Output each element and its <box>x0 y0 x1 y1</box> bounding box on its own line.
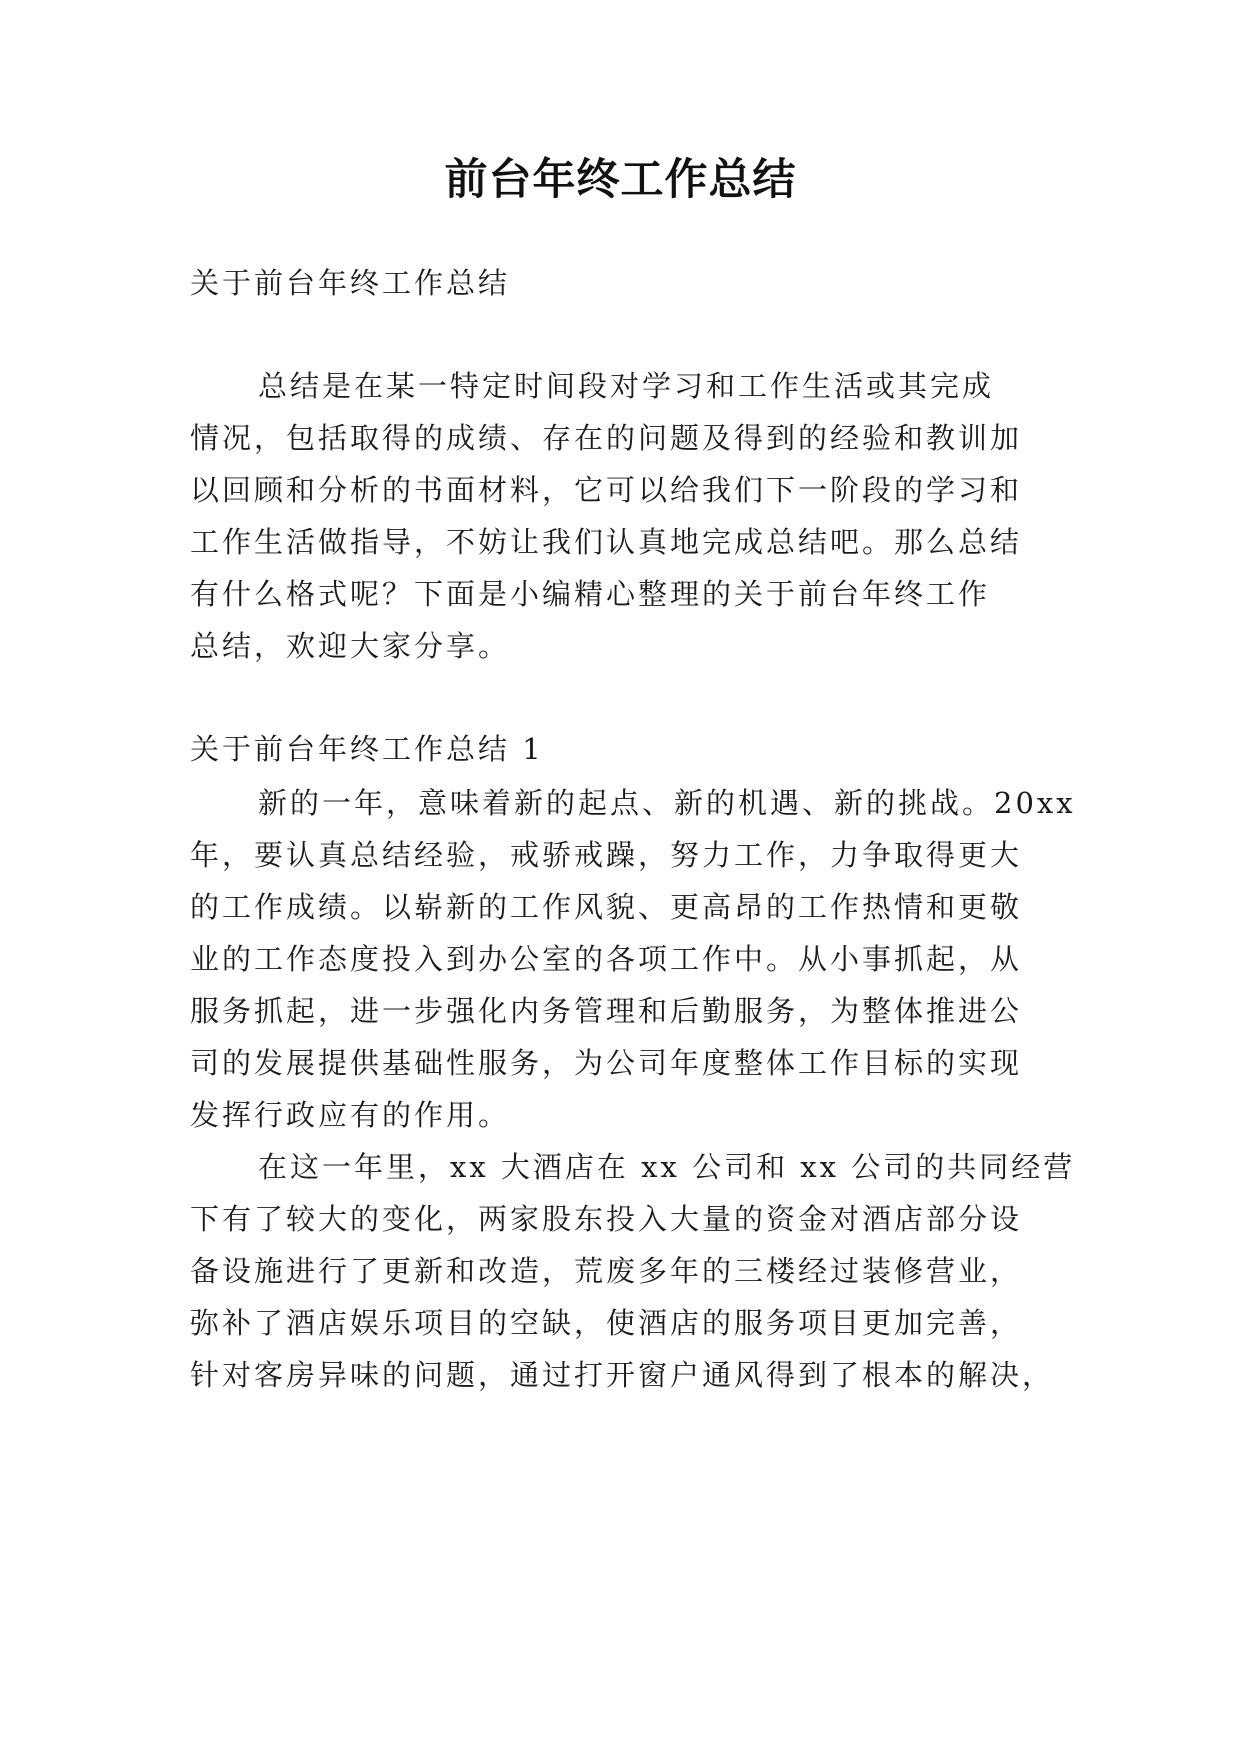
intro-line: 总结，欢迎大家分享。 <box>190 629 511 663</box>
section1-para1-line: 发挥行政应有的作用。 <box>190 1098 511 1132</box>
document-subtitle: 关于前台年终工作总结 <box>190 266 511 300</box>
intro-line: 以回顾和分析的书面材料，它可以给我们下一阶段的学习和 <box>190 473 1023 507</box>
section1-para2-line: 弥补了酒店娱乐项目的空缺，使酒店的服务项目更加完善， <box>190 1306 1023 1340</box>
section1-para2-line: 针对客房异味的问题，通过打开窗户通风得到了根本的解决， <box>190 1358 1055 1392</box>
section1-para1-line: 年，要认真总结经验，戒骄戒躁，努力工作，力争取得更大 <box>190 838 1023 872</box>
section1-para2-line: 备设施进行了更新和改造，荒废多年的三楼经过装修营业， <box>190 1254 1023 1288</box>
section1-para2-line: 下有了较大的变化，两家股东投入大量的资金对酒店部分设 <box>190 1202 1023 1236</box>
section1-para1-line: 服务抓起，进一步强化内务管理和后勤服务，为整体推进公 <box>190 994 1023 1028</box>
intro-line: 总结是在某一特定时间段对学习和工作生活或其完成 <box>258 369 995 403</box>
document-title: 前台年终工作总结 <box>444 155 797 205</box>
section1-para1-line: 司的发展提供基础性服务，为公司年度整体工作目标的实现 <box>190 1046 1023 1080</box>
section1-para1-line: 新的一年，意味着新的起点、新的机遇、新的挑战。20xx <box>258 786 1076 820</box>
intro-line: 工作生活做指导，不妨让我们认真地完成总结吧。那么总结 <box>190 525 1023 559</box>
section1-para1-line: 的工作成绩。以崭新的工作风貌、更高昂的工作热情和更敬 <box>190 890 1023 924</box>
intro-line: 有什么格式呢？下面是小编精心整理的关于前台年终工作 <box>190 577 991 611</box>
section-heading: 关于前台年终工作总结 1 <box>190 732 544 766</box>
intro-line: 情况，包括取得的成绩、存在的问题及得到的经验和教训加 <box>190 421 1023 455</box>
section1-para2-line: 在这一年里，xx 大酒店在 xx 公司和 xx 公司的共同经营 <box>258 1150 1076 1184</box>
section1-para1-line: 业的工作态度投入到办公室的各项工作中。从小事抓起，从 <box>190 942 1023 976</box>
